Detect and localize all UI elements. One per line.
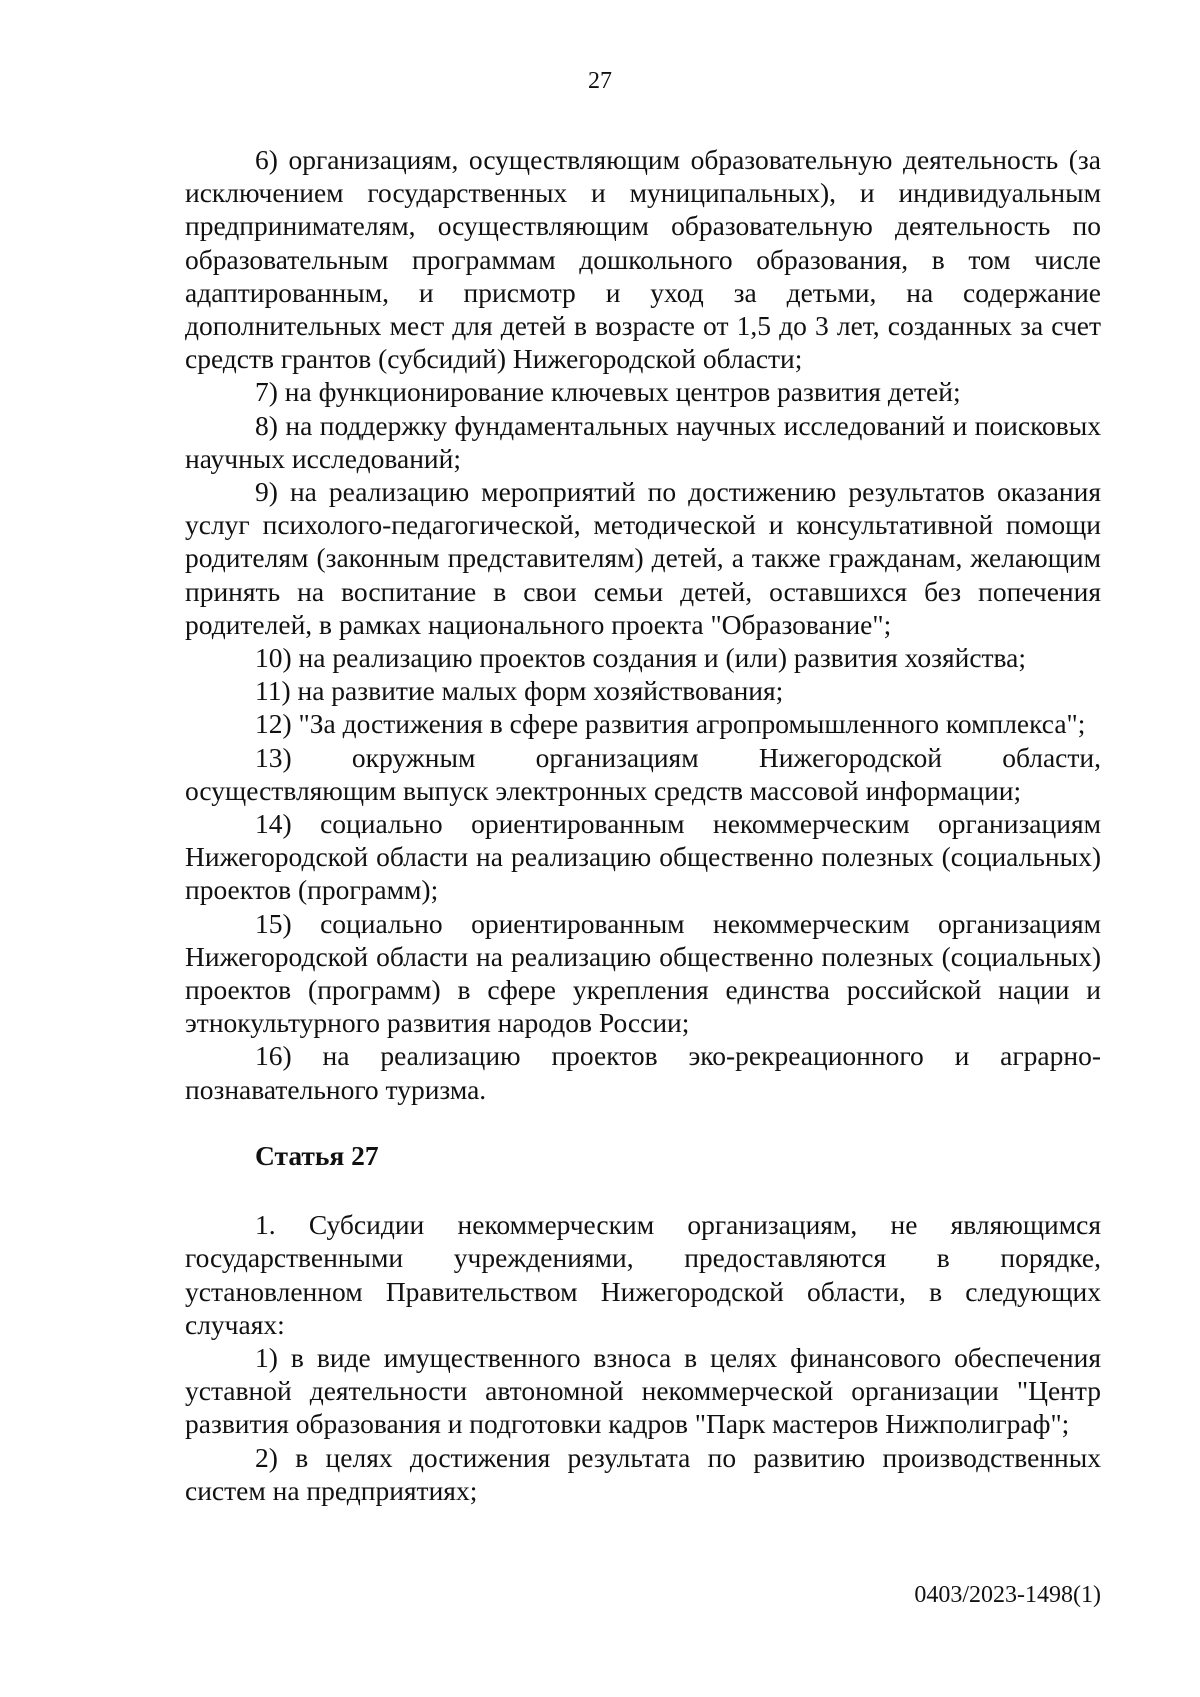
list-item: 12) "За достижения в сфере развития агропромышленного комплекса"; [255,708,1086,740]
list-item: 13) окружным организациям Нижегородской области, осуществляющим выпуск электронных средств массовой информации; [185,741,1101,806]
list-item: 10) на реализацию проектов создания и (или) развития хозяйства; [255,642,1027,674]
article-paragraph: 1. Субсидии некоммерческим организациям, не являющимся государственными учреждениями, предоставляются в порядке, установленном Правительством Нижегородской области, в следующих случаях: [185,1209,1101,1340]
article-heading: Статья 27 [255,1139,379,1171]
article-paragraph: 1) в виде имущественного взноса в целях финансового обеспечения уставной деятельности автономной некоммерческой организации "Центр развития образования и подготовки кадров "Парк мастеров Нижполиграф"; [185,1341,1101,1440]
list-item: 11) на развитие малых форм хозяйствования; [255,675,784,707]
list-item: 14) социально ориентированным некоммерческим организациям Нижегородской области на реализацию общественно полезных (социальных) проектов (программ); [185,808,1101,906]
list-item: 7) на функционирование ключевых центров развития детей; [255,376,961,408]
list-item: 6) организациям, осуществляющим образовательную деятельность (за исключением государственных и муниципальных), и индивидуальным предпринимателям, осуществляющим образовательную деятельность по образовательным программам дошкольного образования, в том числе адаптированным, и присмотр и уход за детьми, на содержание дополнительных мест для детей в возрасте от 1,5 до 3 лет, созданных за счет средств грантов (субсидий) Нижегородской области; [185,144,1101,375]
list-item: 16) на реализацию проектов эко-рекреационного и аграрно-познавательного туризма. [185,1040,1101,1105]
article-paragraph: 2) в целях достижения результата по развитию производственных систем на предприятиях; [185,1441,1101,1506]
document-code: 0403/2023-1498(1) [914,1582,1101,1608]
list-item: 9) на реализацию мероприятий по достижению результатов оказания услуг психолого-педагогической, методической и консультативной помощи родителям (законным представителям) детей, а также гражданам, желающим принять на воспитание в свои семьи детей, оставшихся без попечения родителей, в рамках национального проекта "Образование"; [185,476,1101,640]
page-number: 27 [588,68,612,94]
document-body [185,143,1101,1507]
list-item: 8) на поддержку фундаментальных научных исследований и поисковых научных исследований; [185,409,1101,474]
list-item: 15) социально ориентированным некоммерческим организациям Нижегородской области на реализацию общественно полезных (социальных) проектов (программ) в сфере укрепления единства российской нации и этнокультурного развития народов России; [185,907,1101,1039]
